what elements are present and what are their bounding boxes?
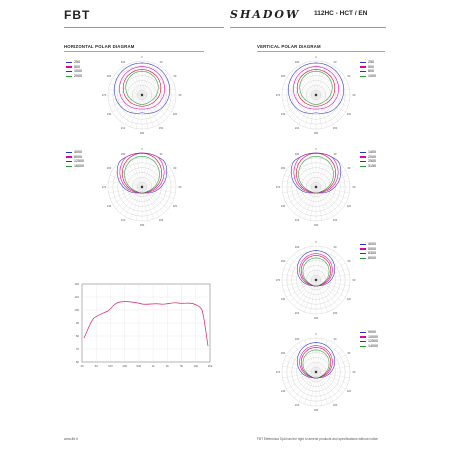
angle-tick: 180 — [313, 224, 319, 227]
angle-tick: 210 — [120, 218, 126, 222]
legend-item: 250 — [74, 60, 80, 64]
angle-tick: 300 — [106, 75, 112, 78]
angle-tick: 30 — [333, 246, 337, 250]
angle-tick: 210 — [294, 218, 300, 222]
y-tick: 70 — [75, 347, 79, 351]
legend-item: 12500 — [368, 339, 378, 344]
legend-v3 — [360, 242, 376, 261]
footer-website: www.fbt.it — [64, 437, 78, 441]
angle-tick: 60 — [347, 75, 351, 78]
angle-tick: 60 — [347, 260, 351, 263]
x-tick: 20 — [80, 364, 84, 368]
angle-tick: 90 — [352, 279, 356, 282]
angle-tick: 90 — [352, 371, 356, 374]
angle-tick: 300 — [280, 167, 286, 170]
angle-tick: 90 — [352, 186, 356, 189]
angle-tick: 330 — [294, 246, 300, 250]
horizontal-polar-low — [100, 53, 184, 137]
angle-tick: 240 — [280, 205, 286, 208]
y-tick: 90 — [75, 321, 79, 325]
y-tick: 100 — [74, 308, 79, 312]
angle-tick: 0 — [315, 241, 317, 244]
legend-item: 1000 — [74, 69, 82, 74]
angle-tick: 0 — [141, 148, 143, 151]
legend-item: 500 — [74, 64, 80, 69]
legend-item: 8000 — [74, 154, 82, 159]
angle-tick: 0 — [315, 148, 317, 151]
angle-tick: 240 — [280, 113, 286, 116]
angle-tick: 90 — [352, 94, 356, 97]
angle-tick: 270 — [101, 94, 107, 97]
angle-tick: 270 — [275, 94, 281, 97]
legend-item: 10000 — [368, 334, 378, 339]
angle-tick: 270 — [275, 279, 281, 282]
angle-tick: 120 — [346, 205, 352, 208]
center-dot — [315, 186, 317, 188]
footer-disclaimer: FBT Elettronica SpA has the right to amend products and specifications without notice — [257, 437, 378, 441]
angle-tick: 60 — [173, 167, 177, 170]
angle-tick: 90 — [178, 186, 182, 189]
vertical-section-rule — [257, 51, 385, 52]
angle-tick: 240 — [106, 205, 112, 208]
legend-item: 800 — [368, 69, 374, 74]
center-dot — [141, 94, 143, 96]
angle-tick: 210 — [120, 126, 126, 130]
angle-tick: 270 — [275, 186, 281, 189]
angle-tick: 300 — [280, 260, 286, 263]
x-tick: 50 — [94, 364, 98, 368]
angle-tick: 150 — [332, 126, 338, 130]
legend-h2 — [66, 150, 84, 169]
x-tick: 1k — [151, 364, 155, 368]
horizontal-section-title: HORIZONTAL POLAR DIAGRAM — [64, 44, 135, 49]
legend-item: 3150 — [368, 164, 376, 169]
legend-item: 12500 — [74, 159, 84, 164]
legend-v1 — [360, 60, 376, 79]
legend-item: 9000 — [368, 330, 376, 334]
angle-tick: 210 — [294, 403, 300, 407]
angle-tick: 150 — [332, 403, 338, 407]
legend-item: 1000 — [368, 74, 376, 79]
legend-v2 — [360, 150, 376, 169]
legend-item: 5000 — [368, 246, 376, 251]
angle-tick: 180 — [313, 317, 319, 320]
angle-tick: 150 — [158, 126, 164, 130]
vertical-polar-3 — [274, 238, 358, 322]
legend-item: 2000 — [74, 74, 82, 79]
model-code: 112HC - HCT / EN — [314, 10, 368, 17]
angle-tick: 270 — [101, 186, 107, 189]
center-dot — [315, 279, 317, 281]
y-tick: 80 — [75, 334, 79, 338]
angle-tick: 30 — [333, 153, 337, 157]
frequency-response-chart — [64, 280, 214, 370]
angle-tick: 180 — [139, 224, 145, 227]
angle-tick: 90 — [178, 94, 182, 97]
angle-tick: 120 — [172, 205, 178, 208]
header-rule-left — [64, 27, 224, 28]
angle-tick: 120 — [346, 113, 352, 116]
y-tick: 120 — [74, 282, 79, 286]
angle-tick: 60 — [347, 167, 351, 170]
angle-tick: 180 — [139, 132, 145, 135]
x-tick: 500 — [136, 364, 142, 368]
angle-tick: 330 — [120, 153, 126, 157]
angle-tick: 60 — [347, 352, 351, 355]
center-dot — [315, 371, 317, 373]
legend-v4 — [360, 330, 378, 349]
x-tick: 200 — [122, 364, 128, 368]
product-name: SHADOW — [230, 8, 301, 21]
angle-tick: 120 — [346, 390, 352, 393]
angle-tick: 60 — [173, 75, 177, 78]
angle-tick: 210 — [294, 311, 300, 315]
angle-tick: 330 — [294, 153, 300, 157]
angle-tick: 30 — [333, 338, 337, 342]
legend-item: 14000 — [368, 344, 378, 349]
legend-h1 — [66, 60, 82, 79]
angle-tick: 120 — [172, 113, 178, 116]
angle-tick: 30 — [159, 153, 163, 157]
angle-tick: 240 — [280, 390, 286, 393]
horizontal-section-rule — [64, 51, 204, 52]
angle-tick: 330 — [120, 61, 126, 65]
x-tick: 20k — [207, 364, 213, 368]
angle-tick: 330 — [294, 338, 300, 342]
legend-item: 2000 — [368, 154, 376, 159]
angle-tick: 180 — [313, 132, 319, 135]
legend-item: 1400 — [368, 150, 376, 154]
header-rule-right — [230, 27, 386, 28]
angle-tick: 300 — [280, 75, 286, 78]
legend-item: 4000 — [74, 150, 82, 154]
vertical-polar-4 — [274, 330, 358, 414]
vertical-polar-1 — [274, 53, 358, 137]
x-tick: 5k — [180, 364, 184, 368]
brand-logo: FBT — [64, 8, 91, 22]
angle-tick: 120 — [346, 298, 352, 301]
legend-item: 6300 — [368, 251, 376, 256]
x-tick-labels — [80, 364, 212, 368]
angle-tick: 30 — [159, 61, 163, 65]
y-tick: 60 — [75, 360, 79, 364]
angle-tick: 150 — [332, 218, 338, 222]
angle-tick: 30 — [333, 61, 337, 65]
angle-tick: 300 — [280, 352, 286, 355]
angle-tick: 330 — [294, 61, 300, 65]
legend-item: 250 — [368, 60, 374, 64]
angle-tick: 0 — [315, 333, 317, 336]
legend-item: 4000 — [368, 242, 376, 246]
angle-tick: 240 — [106, 113, 112, 116]
y-tick-labels — [74, 282, 79, 364]
horizontal-polar-high — [100, 145, 184, 229]
angle-tick: 270 — [275, 371, 281, 374]
vertical-polar-2 — [274, 145, 358, 229]
angle-tick: 210 — [294, 126, 300, 130]
x-tick: 2k — [165, 364, 169, 368]
angle-tick: 240 — [280, 298, 286, 301]
x-tick: 10k — [193, 364, 199, 368]
center-dot — [141, 186, 143, 188]
legend-item: 8000 — [368, 256, 376, 261]
angle-tick: 0 — [315, 56, 317, 59]
angle-tick: 150 — [158, 218, 164, 222]
angle-tick: 150 — [332, 311, 338, 315]
y-tick: 110 — [74, 295, 79, 299]
legend-item: 16000 — [74, 164, 84, 169]
x-tick: 100 — [108, 364, 113, 368]
vertical-section-title: VERTICAL POLAR DIAGRAM — [257, 44, 321, 49]
angle-tick: 0 — [141, 56, 143, 59]
angle-tick: 180 — [313, 409, 319, 412]
datasheet-page — [62, 0, 388, 450]
center-dot — [315, 94, 317, 96]
angle-tick: 300 — [106, 167, 112, 170]
legend-item: 2500 — [368, 159, 376, 164]
legend-item: 500 — [368, 64, 374, 69]
